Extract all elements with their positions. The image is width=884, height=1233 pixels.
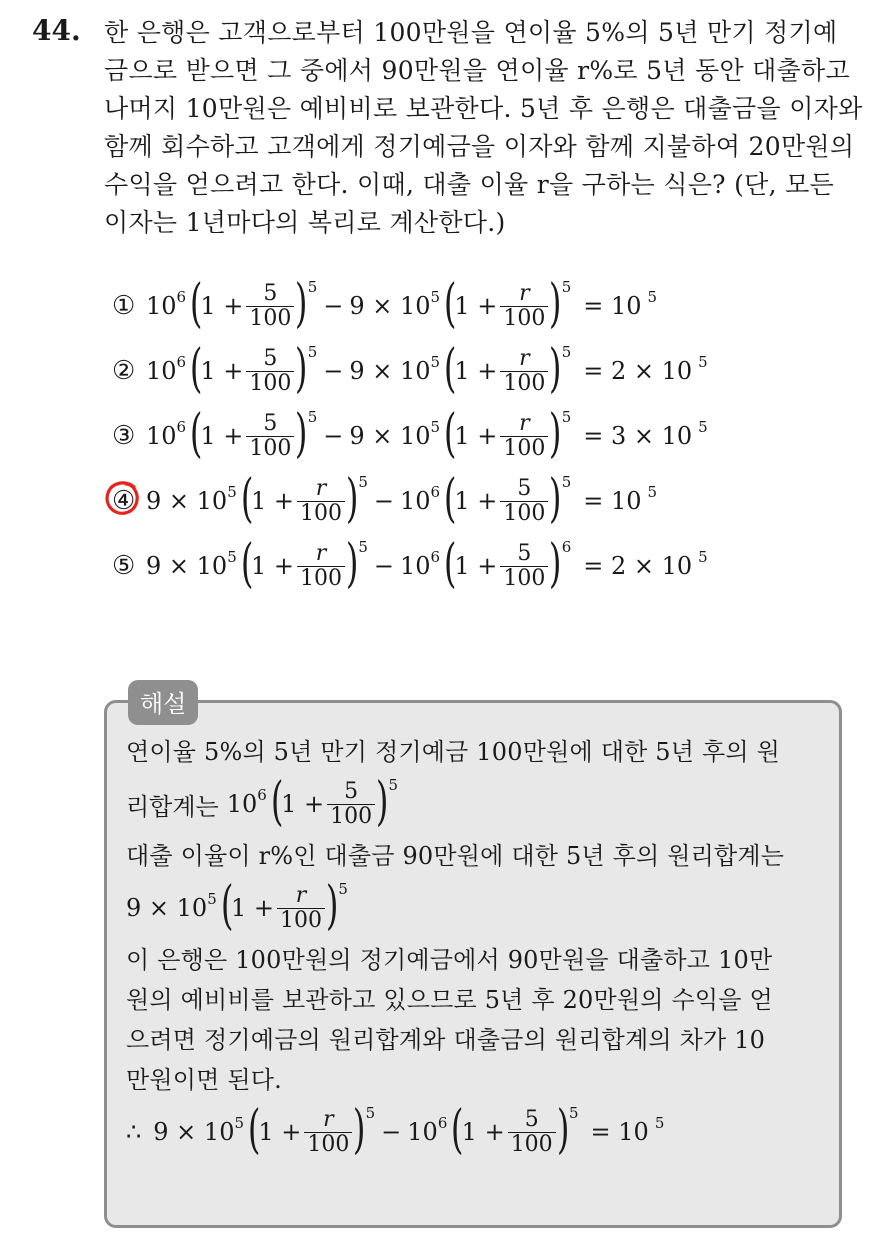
fraction-denominator: 100 xyxy=(500,371,548,395)
left-paren: ( xyxy=(443,534,457,594)
formula-base: 9 × 10 xyxy=(146,552,228,580)
fraction xyxy=(500,412,548,459)
left-paren: ( xyxy=(247,1100,261,1160)
fraction xyxy=(277,884,325,931)
minus-operator: − xyxy=(373,487,394,515)
fraction xyxy=(246,347,294,394)
minus-operator: − xyxy=(323,422,344,450)
choice-formula: 9 × 10 $^5$ ( 1 + $\frac{r}{100}$ ) 5 − 10 $^6$ ( 1 + $\frac{5}{100}$ ) 5 = 10 $^5$ xyxy=(146,469,658,529)
right-paren: ) xyxy=(549,404,562,464)
fraction xyxy=(500,347,548,394)
formula-exponent: 5 xyxy=(698,353,708,371)
left-paren: ( xyxy=(240,534,254,594)
solution-line xyxy=(126,772,826,836)
left-paren: ( xyxy=(220,876,234,936)
fraction xyxy=(500,542,548,589)
choice-marker xyxy=(112,486,146,516)
fraction-denominator: 100 xyxy=(246,306,294,330)
left-paren: ( xyxy=(443,404,457,464)
fraction xyxy=(246,282,294,329)
fraction-numerator: r xyxy=(519,281,530,307)
formula-exponent: 6 xyxy=(176,353,187,371)
equals-rhs: = 3 × 10 xyxy=(583,422,693,450)
choice-marker xyxy=(112,421,146,451)
stem-line: 한 은행은 고객으로부터 100만원을 연이율 5%의 5년 만기 정기예 xyxy=(104,18,838,47)
formula-exponent: 5 xyxy=(234,1114,245,1132)
solution-line: 으려면 정기예금의 원리합계와 대출금의 원리합계의 차가 10 xyxy=(126,1026,766,1054)
formula-base: 10 xyxy=(146,357,177,385)
equals-rhs: = 2 × 10 xyxy=(583,357,693,385)
fraction xyxy=(297,542,345,589)
stem-line: 수익을 얻으려고 한다. 이때, 대출 이율 r을 구하는 식은? (단, 모든 xyxy=(104,170,835,199)
left-paren: ( xyxy=(443,339,457,399)
fraction-numerator: r xyxy=(519,411,530,437)
right-paren: ) xyxy=(295,404,308,464)
right-paren: ) xyxy=(549,469,562,529)
formula-base: 9 × 10 xyxy=(349,357,431,385)
fraction-numerator: r xyxy=(295,883,307,909)
right-paren: ) xyxy=(345,469,359,529)
choice-number: ④ xyxy=(112,486,136,516)
formula-base: 10 xyxy=(400,487,431,515)
formula-power: 6 xyxy=(561,538,572,556)
answer-choice-2[interactable] xyxy=(112,339,708,410)
fraction-numerator: 5 xyxy=(517,541,532,567)
fraction-denominator: 100 xyxy=(277,908,325,932)
right-paren: ) xyxy=(376,772,389,832)
answer-choice-1[interactable] xyxy=(112,274,708,345)
formula-base: 10 xyxy=(407,1118,438,1146)
formula-exponent: 5 xyxy=(227,548,237,566)
fraction xyxy=(508,1108,556,1155)
formula-power: 5 xyxy=(561,408,572,426)
choice-formula: 10 $^6$ ( 1 + $\frac{5}{100}$ ) 5 − 9 × 10 $^5$ ( 1 + $\frac{r}{100}$ ) 5 = 10 $^5$ xyxy=(146,274,658,334)
formula-power: 5 xyxy=(388,776,398,794)
question-number: 44. xyxy=(32,14,81,47)
solution-line: 대출 이율이 r%인 대출금 90만원에 대한 5년 후의 원리합계는 xyxy=(126,842,785,870)
formula-base: 9 × 10 xyxy=(349,422,431,450)
minus-operator: − xyxy=(373,552,394,580)
solution-line: 만원이면 된다. xyxy=(126,1066,282,1094)
fraction xyxy=(327,780,375,827)
left-paren: ( xyxy=(240,469,254,529)
fraction-numerator: 5 xyxy=(263,411,278,437)
solution-line: 연이율 5%의 5년 만기 정기예금 100만원에 대한 5년 후의 원 xyxy=(126,738,780,766)
formula-power: 5 xyxy=(365,1104,376,1122)
formula-exponent: 5 xyxy=(647,288,658,306)
minus-operator: − xyxy=(381,1118,402,1146)
solution-line: 이 은행은 100만원의 정기예금에서 90만원을 대출하고 10만 xyxy=(126,946,773,974)
formula-base: 9 × 10 xyxy=(126,894,208,922)
choice-marker xyxy=(112,551,146,581)
choice-marker xyxy=(112,291,146,321)
fraction-denominator: 100 xyxy=(246,436,294,460)
fraction-denominator: 100 xyxy=(297,566,345,590)
left-paren: ( xyxy=(189,339,203,399)
formula-exponent: 5 xyxy=(698,548,708,566)
formula-base: 9 × 10 xyxy=(146,487,228,515)
formula-power: 5 xyxy=(307,408,318,426)
formula-exponent: 5 xyxy=(207,890,217,908)
formula-principal-deposit: 10 $^6$ ( 1 + $\frac{5}{100}$ ) 5 xyxy=(226,772,398,832)
formula-base: 10 xyxy=(146,292,177,320)
answer-choice-4[interactable] xyxy=(112,469,708,540)
fraction xyxy=(500,477,548,524)
formula-exponent: 5 xyxy=(698,418,708,436)
formula-exponent: 6 xyxy=(430,548,441,566)
equals-rhs: = 10 xyxy=(583,487,642,515)
formula-power: 5 xyxy=(561,343,572,361)
fraction-numerator: 5 xyxy=(263,281,278,307)
choice-formula: 10 $^6$ ( 1 + $\frac{5}{100}$ ) 5 − 9 × 10 $^5$ ( 1 + $\frac{r}{100}$ ) 5 = 3 × 10 $^5$ xyxy=(146,404,708,464)
question-stem xyxy=(104,14,864,242)
fraction-numerator: r xyxy=(315,476,327,502)
equals-rhs: = 2 × 10 xyxy=(583,552,693,580)
choice-number: ⑤ xyxy=(112,551,136,581)
right-paren: ) xyxy=(549,534,562,594)
formula-exponent: 5 xyxy=(647,483,658,501)
right-paren: ) xyxy=(353,1100,366,1160)
formula-base: 10 xyxy=(400,552,431,580)
fraction-numerator: r xyxy=(519,346,530,372)
solution-final-line xyxy=(126,1100,826,1164)
solution-body xyxy=(126,732,826,1164)
minus-operator: − xyxy=(323,357,344,385)
solution-tag: 해설 xyxy=(128,680,198,725)
fraction-denominator: 100 xyxy=(246,371,294,395)
formula-exponent: 6 xyxy=(176,288,187,306)
left-paren: ( xyxy=(443,274,457,334)
right-paren: ) xyxy=(295,339,308,399)
selected-answer-circle-mark xyxy=(104,479,142,517)
formula-exponent: 6 xyxy=(257,786,267,804)
fraction-numerator: 5 xyxy=(524,1107,539,1133)
fraction-denominator: 100 xyxy=(500,501,548,525)
right-paren: ) xyxy=(295,274,308,334)
right-paren: ) xyxy=(556,1100,570,1160)
formula-power: 5 xyxy=(561,278,572,296)
formula-power: 5 xyxy=(307,278,318,296)
formula-power: 5 xyxy=(338,880,348,898)
fraction xyxy=(500,282,548,329)
fraction-denominator: 100 xyxy=(500,436,548,460)
formula-exponent: 5 xyxy=(654,1114,665,1132)
stem-line: 이자는 1년마다의 복리로 계산한다.) xyxy=(104,208,506,237)
answer-choice-3[interactable] xyxy=(112,404,708,475)
left-paren: ( xyxy=(189,274,203,334)
solution-text: 리합계는 xyxy=(126,792,219,821)
formula-exponent: 6 xyxy=(437,1114,448,1132)
formula-base: 9 × 10 xyxy=(153,1118,235,1146)
choice-formula: 9 × 10 $^5$ ( 1 + $\frac{r}{100}$ ) 5 − 10 $^6$ ( 1 + $\frac{5}{100}$ ) 6 = 2 × 10 $^5$ xyxy=(146,534,708,594)
fraction-numerator: 5 xyxy=(263,346,278,372)
fraction xyxy=(246,412,294,459)
equals-rhs: = 10 xyxy=(590,1118,649,1146)
fraction xyxy=(297,477,345,524)
formula-final: ∴ 9 × 10 $^5$ ( 1 + $\frac{r}{100}$ ) 5 − 10 $^6$ ( 1 + $\frac{5}{100}$ ) 5 = 10 $^5$ xyxy=(126,1100,665,1160)
fraction-denominator: 100 xyxy=(500,306,548,330)
fraction-numerator: 5 xyxy=(344,779,359,805)
fraction-denominator: 100 xyxy=(508,1132,556,1156)
fraction-numerator: r xyxy=(323,1107,334,1133)
stem-line: 나머지 10만원은 예비비로 보관한다. 5년 후 은행은 대출금을 이자와 xyxy=(104,94,863,123)
fraction-denominator: 100 xyxy=(297,501,345,525)
fraction xyxy=(304,1108,352,1155)
choice-marker xyxy=(112,356,146,386)
choice-number: ② xyxy=(112,356,136,386)
left-paren: ( xyxy=(189,404,203,464)
formula-base: 10 xyxy=(226,790,258,818)
left-paren: ( xyxy=(443,469,457,529)
equals-rhs: = 10 xyxy=(583,292,642,320)
fraction-numerator: 5 xyxy=(517,476,532,502)
formula-exponent: 6 xyxy=(430,483,441,501)
formula-base: 9 × 10 xyxy=(349,292,431,320)
choice-formula: 10 $^6$ ( 1 + $\frac{5}{100}$ ) 5 − 9 × 10 $^5$ ( 1 + $\frac{r}{100}$ ) 5 = 2 × 10 $^5$ xyxy=(146,339,708,399)
fraction-denominator: 100 xyxy=(304,1132,352,1156)
formula-power: 5 xyxy=(568,1104,579,1122)
right-paren: ) xyxy=(345,534,359,594)
formula-power: 5 xyxy=(358,473,368,491)
right-paren: ) xyxy=(549,339,562,399)
formula-power: 5 xyxy=(358,538,368,556)
right-paren: ) xyxy=(325,876,339,936)
left-paren: ( xyxy=(270,772,284,832)
formula-exponent: 5 xyxy=(430,418,441,436)
solution-line: 원의 예비비를 보관하고 있으므로 5년 후 20만원의 수익을 얻 xyxy=(126,986,773,1014)
answer-choice-5[interactable] xyxy=(112,534,708,605)
choice-number: ③ xyxy=(112,421,136,451)
formula-exponent: 5 xyxy=(430,288,441,306)
formula-exponent: 5 xyxy=(430,353,441,371)
minus-operator: − xyxy=(323,292,344,320)
formula-power: 5 xyxy=(307,343,318,361)
answer-choices xyxy=(112,274,708,605)
stem-line: 금으로 받으면 그 중에서 90만원을 연이율 r%로 5년 동안 대출하고 xyxy=(104,56,850,85)
fraction-numerator: r xyxy=(315,541,327,567)
choice-number: ① xyxy=(112,291,136,321)
formula-exponent: 5 xyxy=(227,483,237,501)
right-paren: ) xyxy=(549,274,562,334)
solution-line xyxy=(126,876,826,940)
stem-line: 함께 회수하고 고객에게 정기예금을 이자와 함께 지불하여 20만원의 xyxy=(104,132,855,161)
formula-power: 5 xyxy=(561,473,572,491)
formula-base: 10 xyxy=(146,422,177,450)
fraction-denominator: 100 xyxy=(500,566,548,590)
therefore-symbol: ∴ xyxy=(126,1118,142,1146)
formula-exponent: 6 xyxy=(176,418,187,436)
left-paren: ( xyxy=(451,1100,464,1160)
formula-loan-total: 9 × 10 $^5$ ( 1 + $\frac{r}{100}$ ) 5 xyxy=(126,876,348,936)
fraction-denominator: 100 xyxy=(327,804,375,828)
